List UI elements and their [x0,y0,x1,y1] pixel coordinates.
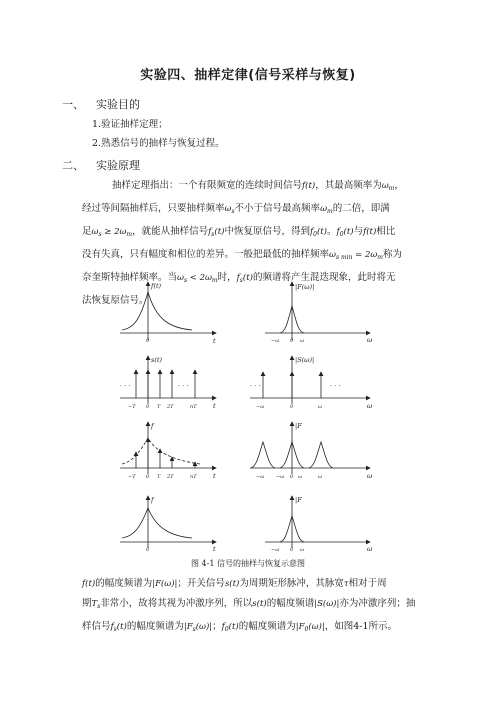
para-line: 足$\omega_s \ge 2\omega_m$，就能从抽样信号$f_s(t)$中恢复原信号，得到$f_0(t)$。$f_0(t)$与f(t)相比 [82,226,396,238]
section-title: 实验目的 [96,98,140,111]
label-t: t [213,545,216,552]
label-neg-wm: −ω [271,338,280,344]
para-line: 抽样定理指出：一个有限频宽的连续时间信号f(t)，其最高频率为$\omega_m$， [112,180,404,192]
label-Ts: T [157,404,161,410]
section-number: 二、 [62,159,84,172]
para-line: 没有失真，只有幅度和相位的差异。一般把最低的抽样频率$\omega_{s min} = 2\omega_m$称为 [82,249,403,261]
label-nTs: nT [190,404,197,410]
section-heading-objectives [62,96,140,112]
label-zero: 0 [290,338,294,344]
label-wm: ω [300,547,305,552]
plot-F0w [265,496,370,548]
label-Ts: T [157,474,161,480]
label-negTs: −T [128,404,136,410]
label-ws: ω [318,474,323,480]
plot-f0t [120,496,216,548]
label-dots: · · · [120,382,131,390]
label-w: ω [367,336,373,344]
label-twoTs: 2T [167,404,174,410]
para-line: f(t)的幅度频谱为|F(ω)|；开关信号s(t)为周期矩形脉冲，其脉宽τ相对于周 [82,578,387,589]
label-neg-ws: −ω [256,474,265,480]
label-zero: 0 [146,338,150,344]
label-negTs: −T [128,474,136,480]
objective-item-2: 2.熟悉信号的抽样与恢复过程。 [92,138,225,149]
label-twoTs: 2T [167,474,174,480]
label-w: ω [367,402,373,410]
label-f0t: f [151,496,154,504]
label-zero: 0 [290,474,294,480]
label-dots: · · · [330,382,341,390]
section-heading-principle [62,157,140,173]
label-Sw: |S(ω)| [295,356,315,364]
label-Fsw: |F [295,422,302,430]
plot-st [120,356,216,404]
label-zero: 0 [290,404,294,410]
spectrum-paragraph [82,574,430,640]
label-zero: 0 [146,547,150,552]
label-st: s(t) [151,356,163,364]
label-neg-ws: −ω [256,404,265,410]
label-t: t [213,472,216,480]
plot-ft [120,282,216,340]
label-t: t [213,337,216,345]
label-t: t [213,402,216,410]
label-wm: ω [298,474,303,480]
section-title: 实验原理 [96,159,140,172]
label-zero: 0 [146,404,150,410]
label-ft: f(t) [151,282,162,290]
para-line: 奈奎斯特抽样频率。当$\omega_s < 2\omega_m$时，$f_s(t)$的频谱将产生混迭现象，此时将无 [82,272,396,284]
label-zero: 0 [146,474,150,480]
para-line: 经过等间隔抽样后，只要抽样频率$\omega_s$不小于信号最高频率$\omega_m$的二倍，即满 [82,203,390,215]
label-dots: · · · [178,382,189,390]
para-line: 法恢复原信号。 [82,295,149,306]
objective-item-1: 1.验证抽样定理； [92,119,168,130]
label-zero: 0 [290,547,294,552]
section-number: 一、 [62,98,84,111]
label-Fw: |F(ω)| [295,283,315,291]
para-line: 样信号$f_s(t)$的幅度频谱为$|F_s(\omega)|$；$f_0(t)$的幅度频谱为$|F_0(\omega)|$，如图4-1所示。 [82,621,398,633]
label-fst: f [151,422,154,430]
label-nTs: nT [190,474,197,480]
label-neg-wm: −ω [271,547,280,552]
label-ws: ω [318,404,323,410]
plot-fst [120,422,216,474]
para-line: 期$T_s$非常小，故将其视为冲激序列，所以s(t)的幅度频谱|S(ω)|亦为冲激序列；抽 [82,598,416,610]
sampling-figure [120,280,410,552]
label-neg-wm: −ω [276,474,285,480]
page-title: 实验四、抽样定律(信号采样与恢复) [140,68,356,83]
plot-Fsw [250,422,370,474]
label-F0w: |F [295,496,302,504]
label-dots: · · · [250,382,261,390]
label-w: ω [367,545,373,552]
plot-Fw [265,282,370,340]
label-wm: ω [300,338,305,344]
figure-caption: 图 4-1 信号的抽样与恢复示意图 [191,559,305,568]
label-w: ω [367,472,373,480]
